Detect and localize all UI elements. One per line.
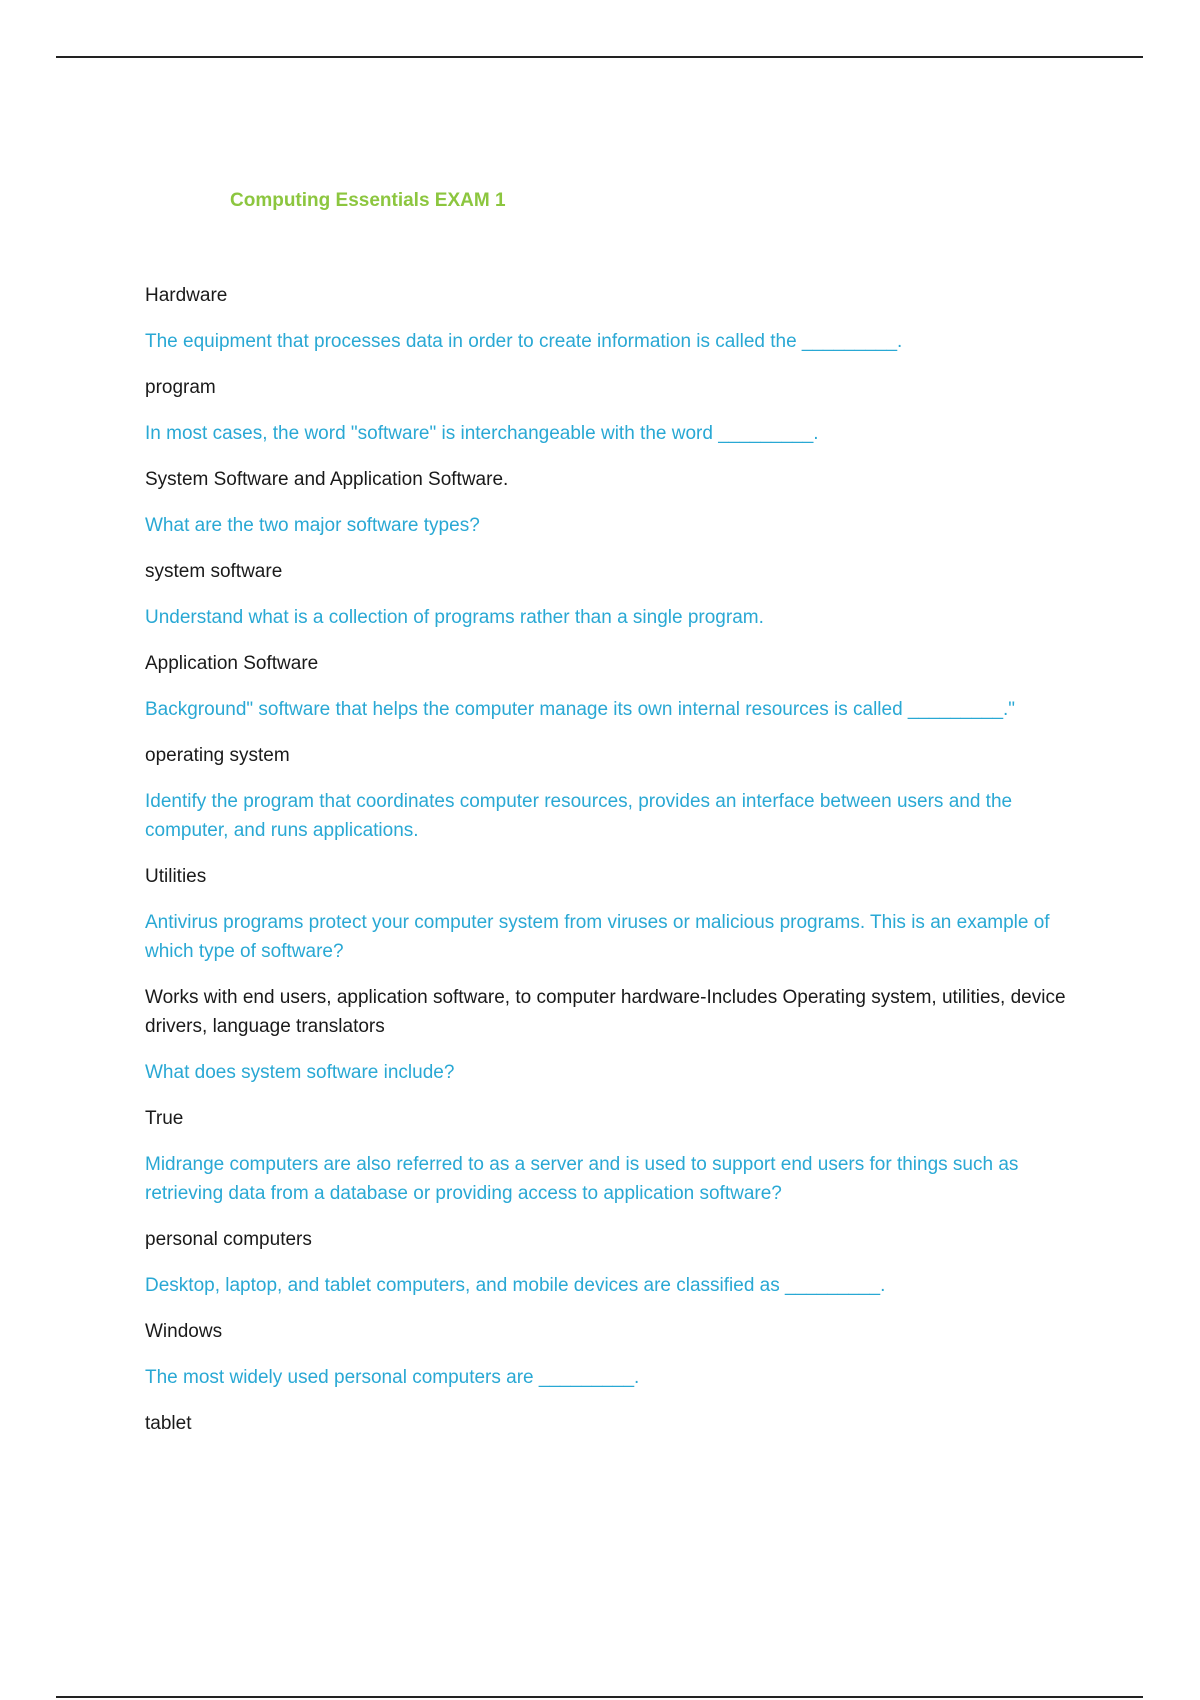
- answer-text: program: [145, 377, 216, 398]
- answer-text: True: [145, 1108, 184, 1129]
- question-text: What are the two major software types?: [145, 515, 480, 536]
- answer-text: Utilities: [145, 866, 207, 887]
- question-text: Antivirus programs protect your computer system from viruses or malicious programs. This is an example of which type of software?: [145, 912, 1050, 962]
- answer-text: System Software and Application Software.: [145, 469, 509, 490]
- question-text: What does system software include?: [145, 1062, 455, 1083]
- question-text: Midrange computers are also referred to as a server and is used to support end users for things such as retrieving data from a database or providing access to application software?: [145, 1154, 1019, 1204]
- question-text: Desktop, laptop, and tablet computers, and mobile devices are classified as _________.: [145, 1275, 886, 1296]
- header-rule: [56, 56, 1143, 58]
- answer-text: personal computers: [145, 1229, 312, 1250]
- answer-text: Windows: [145, 1321, 223, 1342]
- answer-text: Works with end users, application software, to computer hardware-Includes Operating system, utilities, device drivers, language translators: [145, 987, 1066, 1037]
- footer-rule: [56, 1696, 1143, 1698]
- question-text: The most widely used personal computers are _________.: [145, 1367, 640, 1388]
- document-title: Computing Essentials EXAM 1: [230, 190, 506, 211]
- answer-text: operating system: [145, 745, 290, 766]
- question-text: Identify the program that coordinates computer resources, provides an interface between users and the computer, and runs applications.: [145, 791, 1013, 841]
- question-text: In most cases, the word "software" is interchangeable with the word _________.: [145, 423, 819, 444]
- answer-text: Application Software: [145, 653, 319, 674]
- question-text: Understand what is a collection of programs rather than a single program.: [145, 607, 764, 628]
- answer-text: system software: [145, 561, 283, 582]
- question-text: Background" software that helps the computer manage its own internal resources is called _________.": [145, 699, 1016, 720]
- qa-list: [145, 281, 1095, 1438]
- answer-text: tablet: [145, 1413, 192, 1434]
- answer-text: Hardware: [145, 285, 228, 306]
- question-text: The equipment that processes data in order to create information is called the _________.: [145, 331, 903, 352]
